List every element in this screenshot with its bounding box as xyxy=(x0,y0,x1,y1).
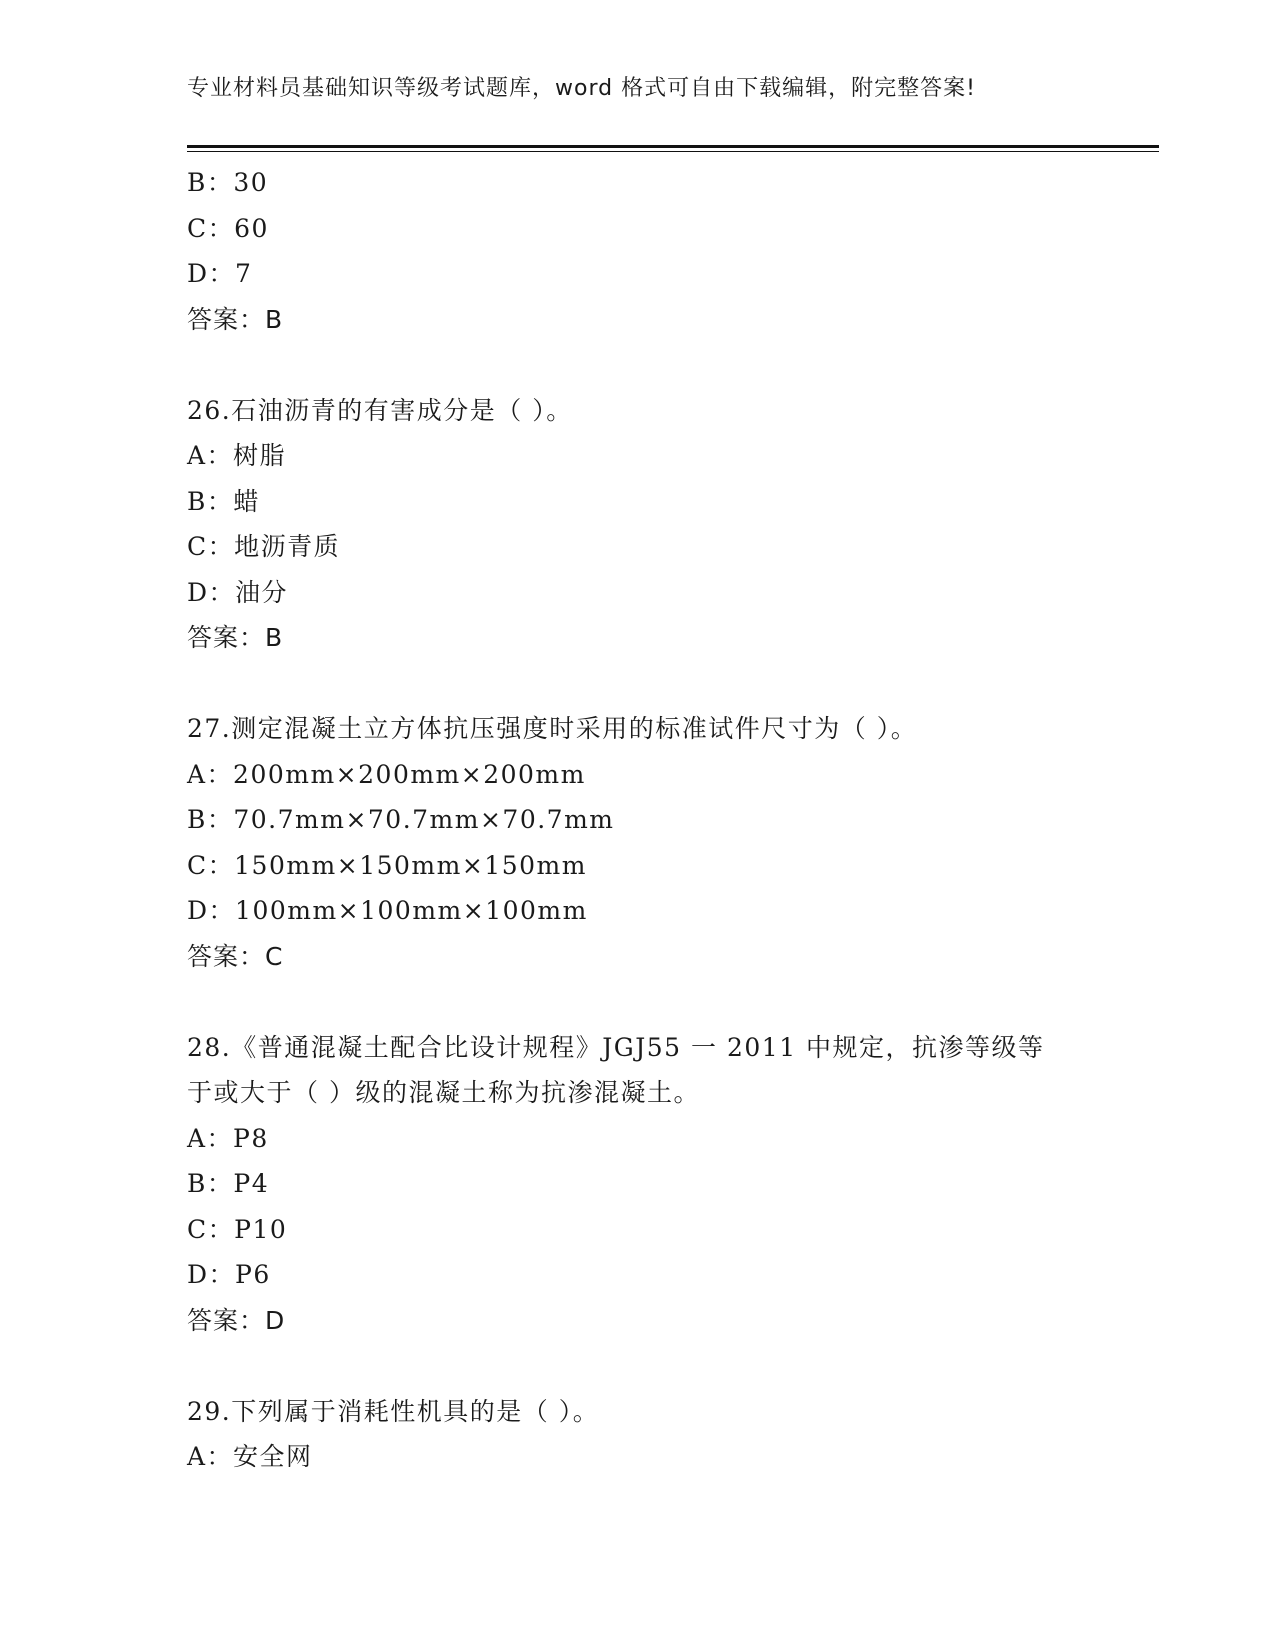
option-c: C：P10 xyxy=(187,1214,288,1244)
option-a: A：安全网 xyxy=(187,1442,313,1471)
option-c: C：60 xyxy=(187,213,269,243)
question-26 xyxy=(187,388,1087,661)
option-b: B：70.7mm×70.7mm×70.7mm xyxy=(187,805,615,834)
answer: 答案：C xyxy=(187,941,284,971)
question-25-continued xyxy=(187,160,1087,342)
option-d: D：7 xyxy=(187,259,253,288)
answer: 答案：D xyxy=(187,1305,286,1335)
option-d: D：100mm×100mm×100mm xyxy=(187,896,588,925)
question-stem-continued: 于或大于（ ）级的混凝土称为抗渗混凝土。 xyxy=(187,1078,700,1107)
option-c: C：地沥青质 xyxy=(187,532,341,561)
question-stem: 28.《普通混凝土配合比设计规程》JGJ55 一 2011 中规定，抗渗等级等 xyxy=(187,1032,1045,1062)
question-list xyxy=(187,160,1087,1480)
question-27 xyxy=(187,706,1087,979)
header-rule-thin xyxy=(187,151,1159,152)
question-29 xyxy=(187,1389,1087,1480)
question-stem: 26.石油沥青的有害成分是（ ）。 xyxy=(187,395,573,425)
question-stem: 27.测定混凝土立方体抗压强度时采用的标准试件尺寸为（ ）。 xyxy=(187,714,918,743)
option-d: D：P6 xyxy=(187,1260,271,1289)
option-c: C：150mm×150mm×150mm xyxy=(187,850,587,880)
option-a: A：P8 xyxy=(187,1123,269,1153)
answer: 答案：B xyxy=(187,623,284,652)
option-b: B：P4 xyxy=(187,1169,270,1198)
answer: 答案：B xyxy=(187,304,284,334)
option-b: B：30 xyxy=(187,168,269,197)
option-b: B：蜡 xyxy=(187,486,260,516)
question-28 xyxy=(187,1025,1087,1344)
page-header: 专业材料员基础知识等级考试题库，word 格式可自由下载编辑，附完整答案! xyxy=(187,76,976,101)
header-rule xyxy=(187,145,1159,148)
option-a: A：树脂 xyxy=(187,441,287,470)
option-a: A：200mm×200mm×200mm xyxy=(187,759,586,789)
option-d: D：油分 xyxy=(187,577,289,607)
question-stem: 29.下列属于消耗性机具的是（ ）。 xyxy=(187,1396,600,1426)
